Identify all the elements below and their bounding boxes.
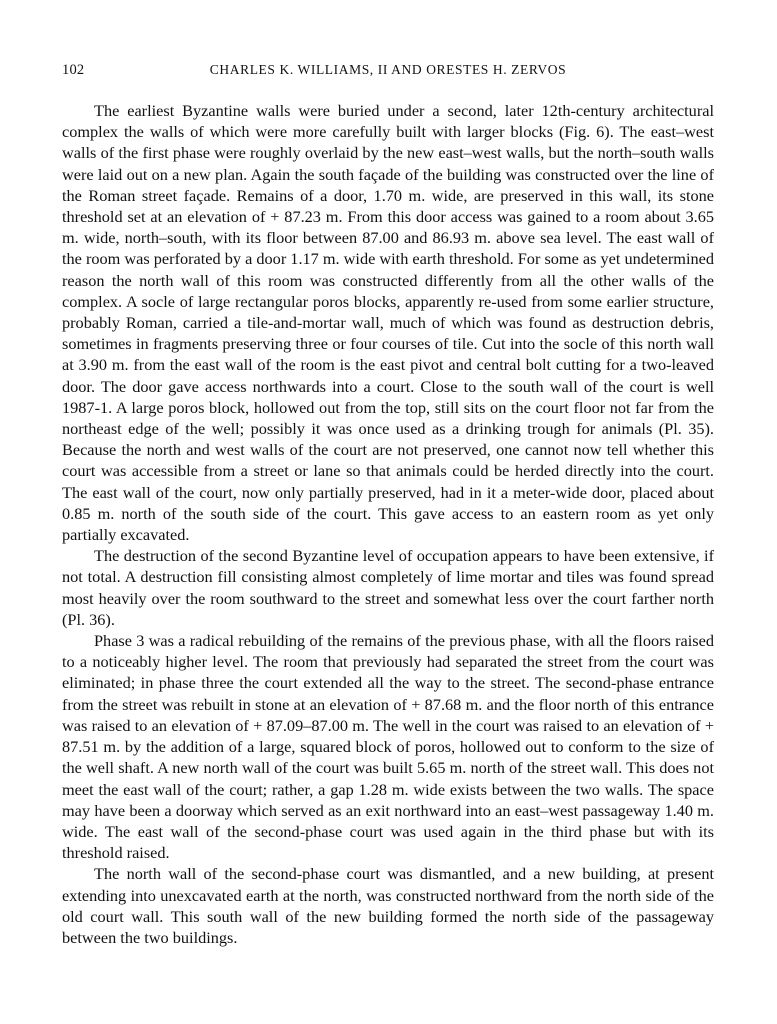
page-number: 102 <box>62 62 85 78</box>
paragraph: The destruction of the second Byzantine level of occupation appears to have been extensive, if not total. A destruction fill consisting almost completely of lime mortar and tiles was found spread most heavily over the room southward to the street and somewhat less over the court farther north (Pl. 36). <box>62 546 714 629</box>
running-header <box>62 62 714 84</box>
page <box>62 62 714 948</box>
paragraph: The north wall of the second-phase court was dismantled, and a new building, at present extending into unexcavated earth at the north, was constructed northward from the north side of the old court wall. This south wall of the new building formed the north side of the passageway between the two buildings. <box>62 864 714 947</box>
running-header-authors: CHARLES K. WILLIAMS, II AND ORESTES H. ZERVOS <box>209 62 567 77</box>
paragraph: The earliest Byzantine walls were buried under a second, later 12th-century architectural complex the walls of which were more carefully built with larger blocks (Fig. 6). The east–west walls of the first phase were roughly overlaid by the new east–west walls, but the north–south walls were laid out on a new plan. Again the south façade of the building was constructed over the line of the Roman street façade. Remains of a door, 1.70 m. wide, are preserved in this wall, its stone threshold set at an elevation of + 87.23 m. From this door access was gained to a room about 3.65 m. wide, north–south, with its floor between 87.00 and 86.93 m. above sea level. The east wall of the room was perforated by a door 1.17 m. wide with earth threshold. For some as yet undetermined reason the north wall of this room was constructed differently from all the other walls of the complex. A socle of large rectangular poros blocks, apparently re-used from some earlier structure, probably Roman, carried a tile-and-mortar wall, much of which was found as destruction debris, sometimes in fragments preserving three or four courses of tile. Cut into the socle of this north wall at 3.90 m. from the east wall of the room is the east pivot and central bolt cutting for a two-leaved door. The door gave access northwards into a court. Close to the south wall of the court is well 1987-1. A large poros block, hollowed out from the top, still sits on the court floor not far from the northeast edge of the well; possibly it was once used as a drinking trough for animals (Pl. 35). Because the north and west walls of the court are not preserved, one cannot now tell whether this court was accessible from a street or lane so that animals could be herded directly into the court. The east wall of the court, now only partially preserved, had in it a meter-wide door, placed about 0.85 m. north of the south side of the court. This gave access to an eastern room as yet only partially excavated. <box>62 101 714 545</box>
paragraph: Phase 3 was a radical rebuilding of the remains of the previous phase, with all the floors raised to a noticeably higher level. The room that previously had separated the street from the court was eliminated; in phase three the court extended all the way to the street. The second-phase entrance from the street was rebuilt in stone at an elevation of + 87.68 m. and the floor north of this entrance was raised to an elevation of + 87.09–87.00 m. The well in the court was raised to an elevation of + 87.51 m. by the addition of a large, squared block of poros, hollowed out to conform to the size of the well shaft. A new north wall of the court was built 5.65 m. north of the street wall. This does not meet the east wall of the court; rather, a gap 1.28 m. wide exists between the two walls. The space may have been a doorway which served as an exit northward into an east–west passageway 1.40 m. wide. The east wall of the second-phase court was used again in the third phase but with its threshold raised. <box>62 631 714 863</box>
body-text <box>62 100 714 948</box>
